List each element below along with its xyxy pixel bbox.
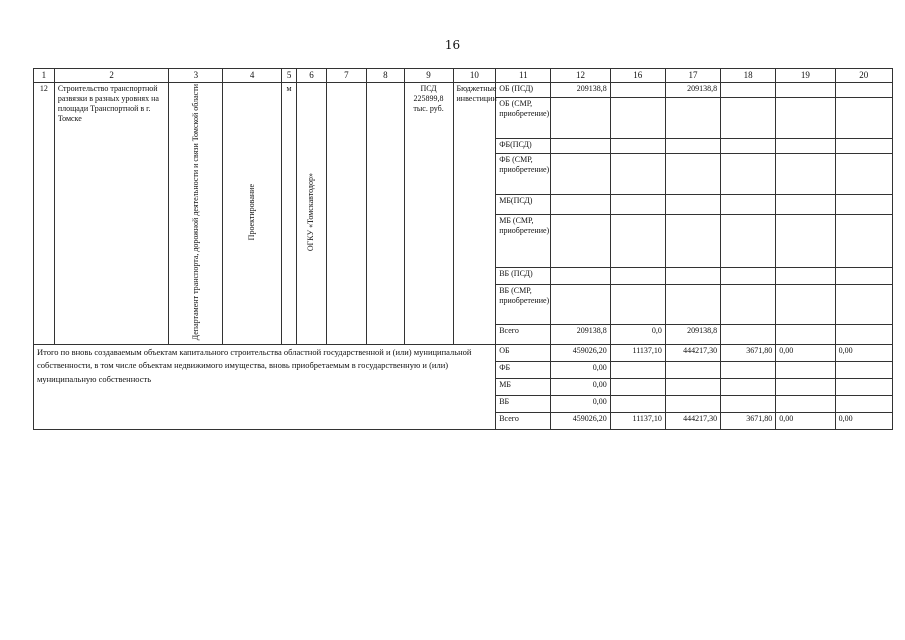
total-col18 xyxy=(721,379,776,396)
total-col17: 444217,30 xyxy=(665,413,720,430)
value-col18 xyxy=(721,325,776,345)
value-col20 xyxy=(835,284,892,324)
object-name: Строительство транспортной развязки в разных уровнях на площади Транспортной в г. Томске xyxy=(54,83,169,345)
total-col12: 0,00 xyxy=(551,362,610,379)
header-cell: 16 xyxy=(610,69,665,83)
customer xyxy=(297,83,326,345)
value-col19 xyxy=(776,214,835,267)
value-col18 xyxy=(721,83,776,98)
value-col12: 209138,8 xyxy=(551,325,610,345)
total-description: Итого по вновь создаваемым объектам капитального строительства областной государственной и (или) муниципальной собственности, в том числе объектам недвижимого имущества, вновь приобретаемым в государственную и (или) муниципальную собственность xyxy=(34,345,496,430)
total-col12: 0,00 xyxy=(551,396,610,413)
header-cell: 1 xyxy=(34,69,55,83)
value-col12 xyxy=(551,98,610,138)
funding-source: МБ(ПСД) xyxy=(496,194,551,214)
value-col12 xyxy=(551,268,610,285)
value-col12 xyxy=(551,194,610,214)
col8-cell xyxy=(367,83,404,345)
total-col17: 444217,30 xyxy=(665,345,720,362)
header-cell: 5 xyxy=(281,69,297,83)
header-cell: 8 xyxy=(367,69,404,83)
header-cell: 9 xyxy=(404,69,453,83)
value-col18 xyxy=(721,268,776,285)
header-cell: 20 xyxy=(835,69,892,83)
stage-text: Проектирование xyxy=(247,183,257,241)
value-col17 xyxy=(665,98,720,138)
value-col18 xyxy=(721,98,776,138)
stage xyxy=(223,83,281,345)
total-source: ФБ xyxy=(496,362,551,379)
value-col16 xyxy=(610,214,665,267)
unit: м xyxy=(281,83,297,345)
value-col12 xyxy=(551,138,610,153)
value-col20 xyxy=(835,268,892,285)
funding-source: ОБ (ПСД) xyxy=(496,83,551,98)
total-col20 xyxy=(835,379,892,396)
value-col18 xyxy=(721,154,776,194)
source-row xyxy=(34,83,893,98)
value-col19 xyxy=(776,284,835,324)
funding-source: ОБ (СМР, приобретение) xyxy=(496,98,551,138)
value-col17 xyxy=(665,214,720,267)
header-cell: 11 xyxy=(496,69,551,83)
value-col20 xyxy=(835,325,892,345)
department-text: Департамент транспорта, дорожной деятельности и связи Томской области xyxy=(190,84,200,341)
value-col19 xyxy=(776,98,835,138)
value-col18 xyxy=(721,284,776,324)
value-col17: 209138,8 xyxy=(665,325,720,345)
total-source: ВБ xyxy=(496,396,551,413)
psd-cost: ПСД 225899,8 тыс. руб. xyxy=(404,83,453,345)
header-cell: 19 xyxy=(776,69,835,83)
value-col16 xyxy=(610,98,665,138)
value-col18 xyxy=(721,214,776,267)
value-col19 xyxy=(776,138,835,153)
header-cell: 10 xyxy=(453,69,496,83)
total-col20: 0,00 xyxy=(835,345,892,362)
value-col19 xyxy=(776,325,835,345)
header-cell: 2 xyxy=(54,69,169,83)
total-source: МБ xyxy=(496,379,551,396)
value-col16 xyxy=(610,138,665,153)
total-col12: 459026,20 xyxy=(551,345,610,362)
value-col16 xyxy=(610,83,665,98)
value-col19 xyxy=(776,194,835,214)
total-col19 xyxy=(776,396,835,413)
value-col12 xyxy=(551,154,610,194)
value-col20 xyxy=(835,154,892,194)
total-source: Всего xyxy=(496,413,551,430)
header-cell: 12 xyxy=(551,69,610,83)
total-col17 xyxy=(665,362,720,379)
investment-table xyxy=(33,68,893,430)
total-col16: 11137,10 xyxy=(610,413,665,430)
value-col17 xyxy=(665,268,720,285)
total-source: ОБ xyxy=(496,345,551,362)
value-col20 xyxy=(835,194,892,214)
row-number: 12 xyxy=(34,83,55,345)
value-col16 xyxy=(610,154,665,194)
total-col19: 0,00 xyxy=(776,345,835,362)
total-col17 xyxy=(665,396,720,413)
total-col19: 0,00 xyxy=(776,413,835,430)
total-row xyxy=(34,345,893,362)
value-col16 xyxy=(610,284,665,324)
funding-source: МБ (СМР, приобретение) xyxy=(496,214,551,267)
value-col16 xyxy=(610,194,665,214)
total-col19 xyxy=(776,379,835,396)
value-col17 xyxy=(665,194,720,214)
value-col16 xyxy=(610,268,665,285)
value-col17: 209138,8 xyxy=(665,83,720,98)
total-col20: 0,00 xyxy=(835,413,892,430)
value-col17 xyxy=(665,138,720,153)
value-col12: 209138,8 xyxy=(551,83,610,98)
total-col20 xyxy=(835,362,892,379)
funding-source: Всего xyxy=(496,325,551,345)
header-cell: 17 xyxy=(665,69,720,83)
funding-source: ФБ (СМР, приобретение) xyxy=(496,154,551,194)
total-col20 xyxy=(835,396,892,413)
funding-source: ФБ(ПСД) xyxy=(496,138,551,153)
col7-cell xyxy=(326,83,367,345)
value-col16: 0,0 xyxy=(610,325,665,345)
total-col16 xyxy=(610,379,665,396)
value-col20 xyxy=(835,214,892,267)
total-col18 xyxy=(721,362,776,379)
header-cell: 3 xyxy=(169,69,223,83)
value-col20 xyxy=(835,138,892,153)
funding-source: ВБ (СМР, приобретение) xyxy=(496,284,551,324)
value-col20 xyxy=(835,98,892,138)
total-col12: 0,00 xyxy=(551,379,610,396)
value-col19 xyxy=(776,83,835,98)
header-cell: 7 xyxy=(326,69,367,83)
header-cell: 18 xyxy=(721,69,776,83)
value-col12 xyxy=(551,284,610,324)
total-col18 xyxy=(721,396,776,413)
customer-text: ОГКУ «Томскавтодор» xyxy=(306,173,316,252)
total-col17 xyxy=(665,379,720,396)
investment-type: Бюджетные инвестиции xyxy=(453,83,496,345)
value-col18 xyxy=(721,194,776,214)
value-col18 xyxy=(721,138,776,153)
value-col17 xyxy=(665,154,720,194)
total-col18: 3671,80 xyxy=(721,413,776,430)
value-col19 xyxy=(776,268,835,285)
total-col16: 11137,10 xyxy=(610,345,665,362)
funding-source: ВБ (ПСД) xyxy=(496,268,551,285)
header-cell: 4 xyxy=(223,69,281,83)
department xyxy=(169,83,223,345)
value-col12 xyxy=(551,214,610,267)
page-number: 16 xyxy=(444,38,461,52)
total-col12: 459026,20 xyxy=(551,413,610,430)
header-row xyxy=(34,69,893,83)
header-cell: 6 xyxy=(297,69,326,83)
total-col16 xyxy=(610,362,665,379)
value-col20 xyxy=(835,83,892,98)
value-col19 xyxy=(776,154,835,194)
total-col18: 3671,80 xyxy=(721,345,776,362)
total-col19 xyxy=(776,362,835,379)
total-col16 xyxy=(610,396,665,413)
value-col17 xyxy=(665,284,720,324)
